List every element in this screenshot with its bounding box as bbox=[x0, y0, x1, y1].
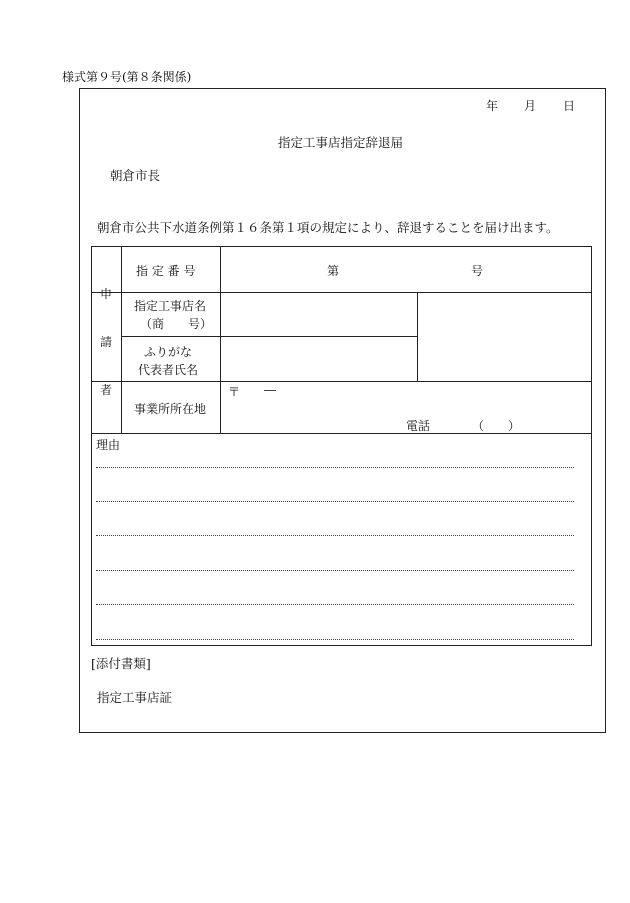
designation-number-prefix: 第 bbox=[327, 264, 340, 278]
attachments-header: [添付書類] bbox=[91, 656, 151, 671]
designation-number-suffix: 号 bbox=[471, 264, 484, 278]
reason-line bbox=[96, 639, 574, 640]
shop-name-label: 指定工事店名 bbox=[134, 299, 207, 313]
postal-dash: ― bbox=[264, 383, 276, 397]
form-number-label: 様式第９号(第８条関係) bbox=[62, 70, 192, 84]
reason-line bbox=[96, 604, 574, 605]
reason-line bbox=[96, 570, 574, 571]
reason-line bbox=[96, 501, 574, 502]
row-divider bbox=[92, 381, 591, 382]
row-divider bbox=[92, 292, 591, 293]
column-divider bbox=[417, 292, 418, 381]
phone-label: 電話 bbox=[406, 419, 431, 433]
office-address-label: 事業所所在地 bbox=[134, 402, 207, 416]
application-table bbox=[91, 246, 592, 646]
date-day-label: 日 bbox=[563, 99, 576, 113]
applicant-char: 請 bbox=[100, 335, 113, 349]
column-divider bbox=[121, 247, 122, 433]
declaration-text: 朝倉市公共下水道条例第１６条第１項の規定により、辞退することを届け出ます。 bbox=[97, 220, 559, 235]
reason-line bbox=[96, 467, 574, 468]
addressee: 朝倉市長 bbox=[110, 168, 161, 183]
applicant-char: 申 bbox=[100, 287, 113, 301]
document-title: 指定工事店指定辞退届 bbox=[278, 135, 404, 150]
column-divider bbox=[220, 247, 221, 433]
phone-area-code-parens: （ ） bbox=[472, 419, 521, 433]
date-month-label: 月 bbox=[524, 99, 537, 113]
applicant-char: 者 bbox=[100, 383, 113, 397]
trade-name-label: （商 号） bbox=[140, 317, 213, 331]
reason-line bbox=[96, 535, 574, 536]
date-year-label: 年 bbox=[486, 99, 499, 113]
attachment-item: 指定工事店証 bbox=[97, 690, 173, 705]
designation-number-label: 指 定 番 号 bbox=[136, 264, 196, 278]
reason-label: 理由 bbox=[96, 438, 121, 452]
representative-name-label: 代表者氏名 bbox=[138, 363, 199, 377]
postal-mark: 〒 bbox=[228, 385, 241, 399]
row-divider bbox=[121, 336, 417, 337]
furigana-label: ふりがな bbox=[144, 345, 193, 359]
